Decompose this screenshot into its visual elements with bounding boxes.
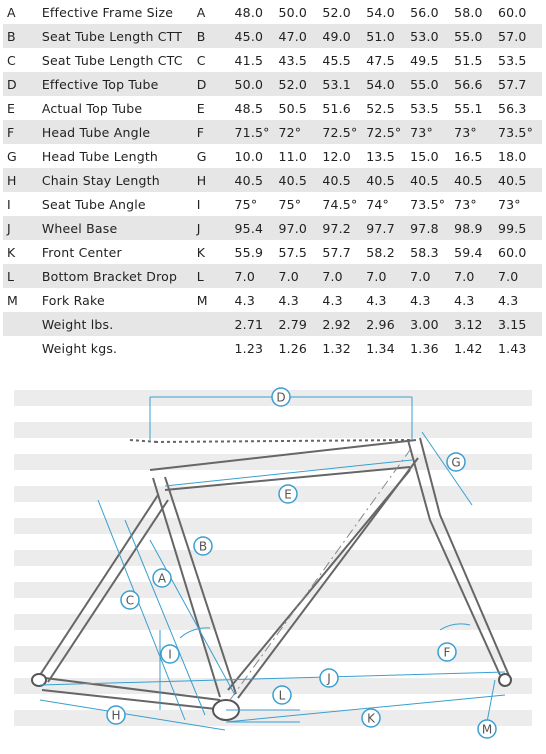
size-value: 7.0 xyxy=(498,264,542,288)
seatpost-line xyxy=(130,440,158,442)
size-value: 43.5 xyxy=(278,52,308,68)
size-value: 55.9 xyxy=(234,244,264,260)
size-value: 40.5 xyxy=(454,168,498,192)
row-letter: A xyxy=(7,4,16,20)
row-name: Seat Tube Length CTT xyxy=(42,24,197,48)
size-value: 4.3 xyxy=(322,292,343,308)
size-value: 40.5 xyxy=(410,168,454,192)
row-name: Effective Frame Size xyxy=(41,4,174,20)
row-name: Wheel Base xyxy=(42,216,197,240)
marker-a-label: A xyxy=(157,571,167,586)
marker-c-label: C xyxy=(125,593,135,608)
size-value: 55.0 xyxy=(454,24,498,48)
row-name: Weight lbs. xyxy=(42,312,197,336)
size-value: 59.4 xyxy=(454,244,483,260)
frame-diagram xyxy=(0,360,546,754)
marker-i-label: I xyxy=(168,647,172,662)
size-value: 3.12 xyxy=(454,312,498,336)
table-row xyxy=(3,72,542,96)
row-name: Seat Tube Angle xyxy=(41,196,146,212)
size-value: 55.0 xyxy=(410,72,454,96)
row-key: K xyxy=(196,244,206,260)
row-name: Seat Tube Length CTC xyxy=(41,52,183,68)
size-value: 12.0 xyxy=(322,148,351,164)
size-value: 57.7 xyxy=(322,244,351,260)
size-value: 18.0 xyxy=(497,148,527,164)
size-value: 57.5 xyxy=(278,244,308,260)
size-value: 75° xyxy=(234,196,258,212)
table-row xyxy=(3,120,542,144)
size-value: 99.5 xyxy=(498,216,542,240)
row-name: Fork Rake xyxy=(41,292,105,308)
table-row xyxy=(3,192,542,216)
size-value: 49.5 xyxy=(410,52,439,68)
size-value: 53.5 xyxy=(497,52,527,68)
front-dropout xyxy=(499,674,511,686)
row-name: Actual Top Tube xyxy=(41,100,143,116)
table-row xyxy=(3,144,542,168)
size-value: 4.3 xyxy=(410,292,431,308)
size-value: 49.0 xyxy=(322,24,366,48)
row-letter: K xyxy=(7,244,16,260)
row-letter: E xyxy=(7,100,16,116)
size-value: 51.5 xyxy=(454,52,483,68)
size-value: 56.0 xyxy=(410,4,439,20)
size-value: 54.0 xyxy=(366,72,410,96)
row-letter: I xyxy=(7,196,11,212)
size-value: 57.7 xyxy=(498,72,542,96)
table-row xyxy=(3,48,542,72)
size-value: 3.00 xyxy=(410,312,454,336)
marker-h-label: H xyxy=(111,708,121,723)
row-name: Weight kgs. xyxy=(41,340,118,356)
size-value: 58.2 xyxy=(366,244,395,260)
size-value: 72.5° xyxy=(366,120,410,144)
size-value: 53.1 xyxy=(322,72,366,96)
background-stripes xyxy=(14,390,532,726)
row-letter: B xyxy=(3,24,42,48)
size-value: 15.0 xyxy=(410,148,439,164)
geometry-table xyxy=(3,0,542,360)
size-value: 98.9 xyxy=(454,216,498,240)
size-value: 47.5 xyxy=(366,52,395,68)
size-value: 2.79 xyxy=(278,312,322,336)
size-value: 7.0 xyxy=(366,264,410,288)
size-value: 1.23 xyxy=(234,340,264,356)
row-letter: D xyxy=(3,72,42,96)
table-row xyxy=(3,336,542,360)
stripe xyxy=(14,518,532,534)
marker-b-label: B xyxy=(198,539,208,554)
size-value: 4.3 xyxy=(366,292,387,308)
row-key: L xyxy=(197,264,235,288)
row-letter xyxy=(3,336,42,360)
size-value: 7.0 xyxy=(454,264,498,288)
size-value: 97.0 xyxy=(278,216,322,240)
row-key: M xyxy=(196,292,208,308)
rear-dropout xyxy=(32,674,46,686)
row-name: Bottom Bracket Drop xyxy=(42,264,197,288)
table-row xyxy=(3,96,542,120)
size-value: 45.5 xyxy=(322,52,351,68)
size-value: 54.0 xyxy=(366,4,395,20)
size-value: 58.3 xyxy=(410,244,439,260)
table-row xyxy=(3,264,542,288)
row-key: F xyxy=(197,120,235,144)
size-value: 73.5° xyxy=(498,120,542,144)
size-value: 4.3 xyxy=(278,292,299,308)
marker-m-label: M xyxy=(481,722,493,737)
row-key xyxy=(197,312,235,336)
marker-g-label: G xyxy=(451,455,461,470)
marker-l-label: L xyxy=(278,688,286,703)
size-value: 7.0 xyxy=(278,264,322,288)
size-value: 73.5° xyxy=(410,196,446,212)
size-value: 48.0 xyxy=(234,4,264,20)
size-value: 52.0 xyxy=(278,72,322,96)
row-key: E xyxy=(196,100,205,116)
stripe xyxy=(14,422,532,438)
row-letter xyxy=(3,312,42,336)
size-value: 40.5 xyxy=(235,168,279,192)
size-value: 7.0 xyxy=(235,264,279,288)
size-value: 41.5 xyxy=(234,52,264,68)
row-name: Front Center xyxy=(41,244,122,260)
size-value: 60.0 xyxy=(497,244,527,260)
size-value: 1.36 xyxy=(410,340,439,356)
marker-k-label: K xyxy=(367,711,375,726)
size-value: 73° xyxy=(454,120,498,144)
size-value: 74.5° xyxy=(322,196,358,212)
size-value: 40.5 xyxy=(366,168,410,192)
row-key: D xyxy=(197,72,235,96)
size-value: 50.5 xyxy=(278,100,308,116)
marker-f-label: F xyxy=(443,645,451,660)
row-key: I xyxy=(196,196,201,212)
table-row xyxy=(3,0,542,24)
size-value: 97.2 xyxy=(322,216,366,240)
size-value: 4.3 xyxy=(234,292,255,308)
size-value: 75° xyxy=(278,196,302,212)
row-letter: G xyxy=(7,148,17,164)
size-value: 95.4 xyxy=(235,216,279,240)
table-row xyxy=(3,288,542,312)
size-value: 40.5 xyxy=(322,168,366,192)
size-value: 1.42 xyxy=(454,340,483,356)
row-name: Head Tube Angle xyxy=(42,120,197,144)
row-letter: H xyxy=(3,168,42,192)
row-name: Chain Stay Length xyxy=(42,168,197,192)
size-value: 48.5 xyxy=(234,100,264,116)
size-value: 4.3 xyxy=(454,292,475,308)
size-value: 1.26 xyxy=(278,340,308,356)
table-row xyxy=(3,240,542,264)
row-letter: L xyxy=(3,264,42,288)
table-row xyxy=(3,312,542,336)
size-value: 51.0 xyxy=(366,24,410,48)
size-value: 53.5 xyxy=(410,100,439,116)
marker-j-label: J xyxy=(327,671,331,686)
size-value: 97.8 xyxy=(410,216,454,240)
row-letter: M xyxy=(7,292,18,308)
size-value: 56.3 xyxy=(497,100,527,116)
size-value: 1.34 xyxy=(366,340,395,356)
row-letter: F xyxy=(3,120,42,144)
size-value: 51.6 xyxy=(322,100,351,116)
size-value: 58.0 xyxy=(454,4,483,20)
size-value: 1.43 xyxy=(497,340,527,356)
table-row xyxy=(3,168,542,192)
size-value: 50.0 xyxy=(235,72,279,96)
row-key: J xyxy=(197,216,235,240)
row-name: Head Tube Length xyxy=(41,148,159,164)
row-key: C xyxy=(196,52,206,68)
size-value: 47.0 xyxy=(278,24,322,48)
size-value: 72.5° xyxy=(322,120,366,144)
table-row xyxy=(3,24,542,48)
size-value: 40.5 xyxy=(498,168,542,192)
stripe xyxy=(14,486,532,502)
marker-d-label: D xyxy=(276,390,286,405)
size-value: 53.0 xyxy=(410,24,454,48)
row-letter: C xyxy=(7,52,16,68)
size-value: 56.6 xyxy=(454,72,498,96)
size-value: 7.0 xyxy=(410,264,454,288)
size-value: 13.5 xyxy=(366,148,395,164)
size-value: 10.0 xyxy=(234,148,264,164)
size-value: 3.15 xyxy=(498,312,542,336)
row-key: G xyxy=(196,148,207,164)
stripe xyxy=(14,550,532,566)
size-value: 72° xyxy=(278,120,322,144)
row-key: A xyxy=(196,4,206,20)
size-value: 55.1 xyxy=(454,100,483,116)
row-key: B xyxy=(197,24,235,48)
marker-e-label: E xyxy=(284,487,292,502)
bike-frame xyxy=(32,438,511,720)
size-value: 60.0 xyxy=(497,4,527,20)
size-value: 71.5° xyxy=(235,120,279,144)
size-value: 2.71 xyxy=(235,312,279,336)
size-value: 73° xyxy=(497,196,521,212)
size-value: 97.7 xyxy=(366,216,410,240)
size-value: 50.0 xyxy=(278,4,308,20)
table-row xyxy=(3,216,542,240)
size-value: 40.5 xyxy=(278,168,322,192)
size-value: 73° xyxy=(454,196,477,212)
size-value: 74° xyxy=(366,196,389,212)
size-value: 52.5 xyxy=(366,100,395,116)
size-value: 2.92 xyxy=(322,312,366,336)
size-value: 4.3 xyxy=(497,292,519,308)
size-value: 45.0 xyxy=(235,24,279,48)
size-value: 52.0 xyxy=(322,4,351,20)
stripe xyxy=(14,710,532,726)
row-key xyxy=(197,336,235,360)
effective-top-tube-line xyxy=(155,440,412,442)
size-value: 1.32 xyxy=(322,340,351,356)
size-value: 2.96 xyxy=(366,312,410,336)
size-value: 11.0 xyxy=(278,148,308,164)
size-value: 16.5 xyxy=(454,148,483,164)
row-key: H xyxy=(197,168,235,192)
row-letter: J xyxy=(3,216,42,240)
row-name: Effective Top Tube xyxy=(42,72,197,96)
size-value: 7.0 xyxy=(322,264,366,288)
size-value: 57.0 xyxy=(498,24,542,48)
size-value: 73° xyxy=(410,120,454,144)
